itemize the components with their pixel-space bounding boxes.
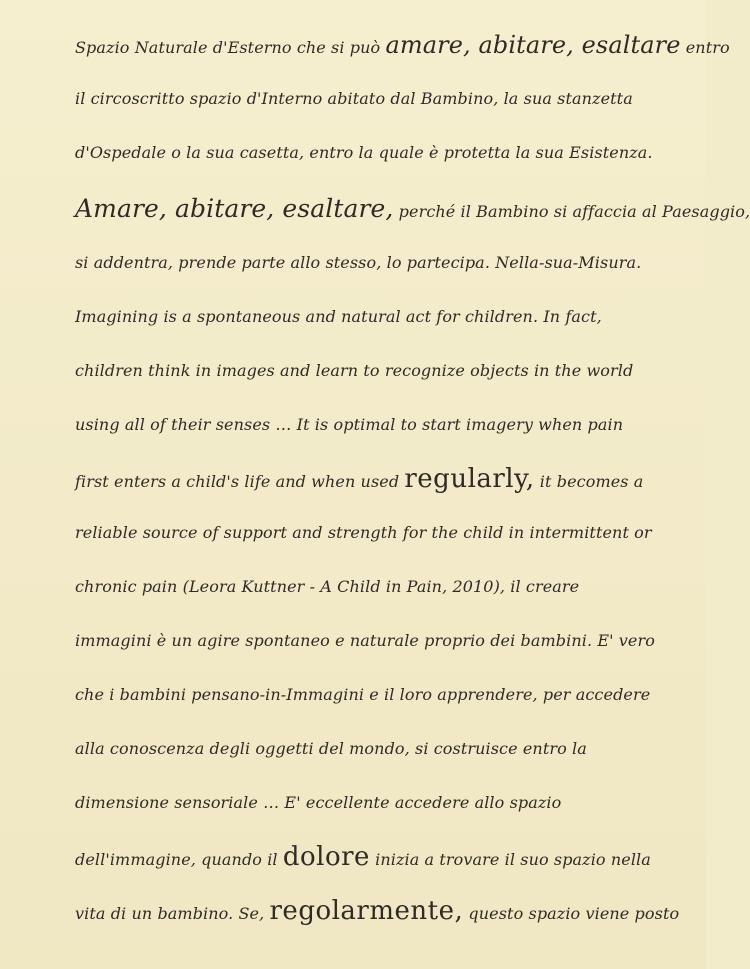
body-text [75,18,750,938]
emphasized-text: amare, abitare, esaltare [385,31,681,59]
emphasized-text: dolore [282,842,370,872]
line-text: inizia a trovare il suo spazio nella [369,850,651,869]
line-text: Imagining is a spontaneous and natural act for children. In fact, [75,307,602,326]
line-text: d'Ospedale o la sua casetta, entro la quale è protetta la sua Esistenza. [75,143,653,162]
line-text: alla conoscenza degli oggetti del mondo, si costruisce entro la [75,739,587,758]
text-line [75,236,675,290]
text-line [75,72,675,126]
text-line [75,344,675,398]
line-text: first enters a child's life and when used [75,472,405,491]
line-text: che i bambini pensano-in-Immagini e il loro apprendere, per accedere [75,685,651,704]
text-line [75,722,675,776]
text-line [75,776,675,830]
line-text: dell'immagine, quando il [75,850,283,869]
text-line [75,614,675,668]
text-line [75,452,675,506]
line-text: children think in images and learn to recognize objects in the world [75,361,634,380]
text-line [75,668,675,722]
line-text: immagini è un agire spontaneo e naturale proprio dei bambini. E' vero [75,631,655,650]
text-line [75,18,730,72]
text-line [75,506,675,560]
text-line [75,398,675,452]
line-text: Spazio Naturale d'Esterno che si può [75,38,386,57]
line-text: entro [680,38,730,57]
line-text: chronic pain (Leora Kuttner - A Child in Pain, 2010), il creare [75,577,580,596]
text-line [75,830,675,884]
line-text: dimensione sensoriale … E' eccellente accedere allo spazio [75,793,562,812]
line-text: questo spazio viene posto [463,904,680,923]
line-text: reliable source of support and strength for the child in intermittent or [75,523,652,542]
line-text: it becomes a [534,472,644,491]
text-line [75,560,675,614]
text-line [75,290,675,344]
line-text: il circoscritto spazio d'Interno abitato dal Bambino, la sua stanzetta [75,89,633,108]
emphasized-text: regolarmente, [269,896,464,926]
text-line [75,126,675,180]
line-text: vita di un bambino. Se, [75,904,270,923]
line-text: perché il Bambino si affaccia al Paesaggio, [393,202,750,221]
emphasized-text: Amare, abitare, esaltare, [75,194,394,223]
emphasized-text: regularly, [404,464,535,494]
line-text: si addentra, prende parte allo stesso, lo partecipa. Nella-sua-Misura. [75,253,642,272]
line-text: using all of their senses … It is optimal to start imagery when pain [75,415,624,434]
text-line [75,884,680,938]
text-line [75,182,750,236]
